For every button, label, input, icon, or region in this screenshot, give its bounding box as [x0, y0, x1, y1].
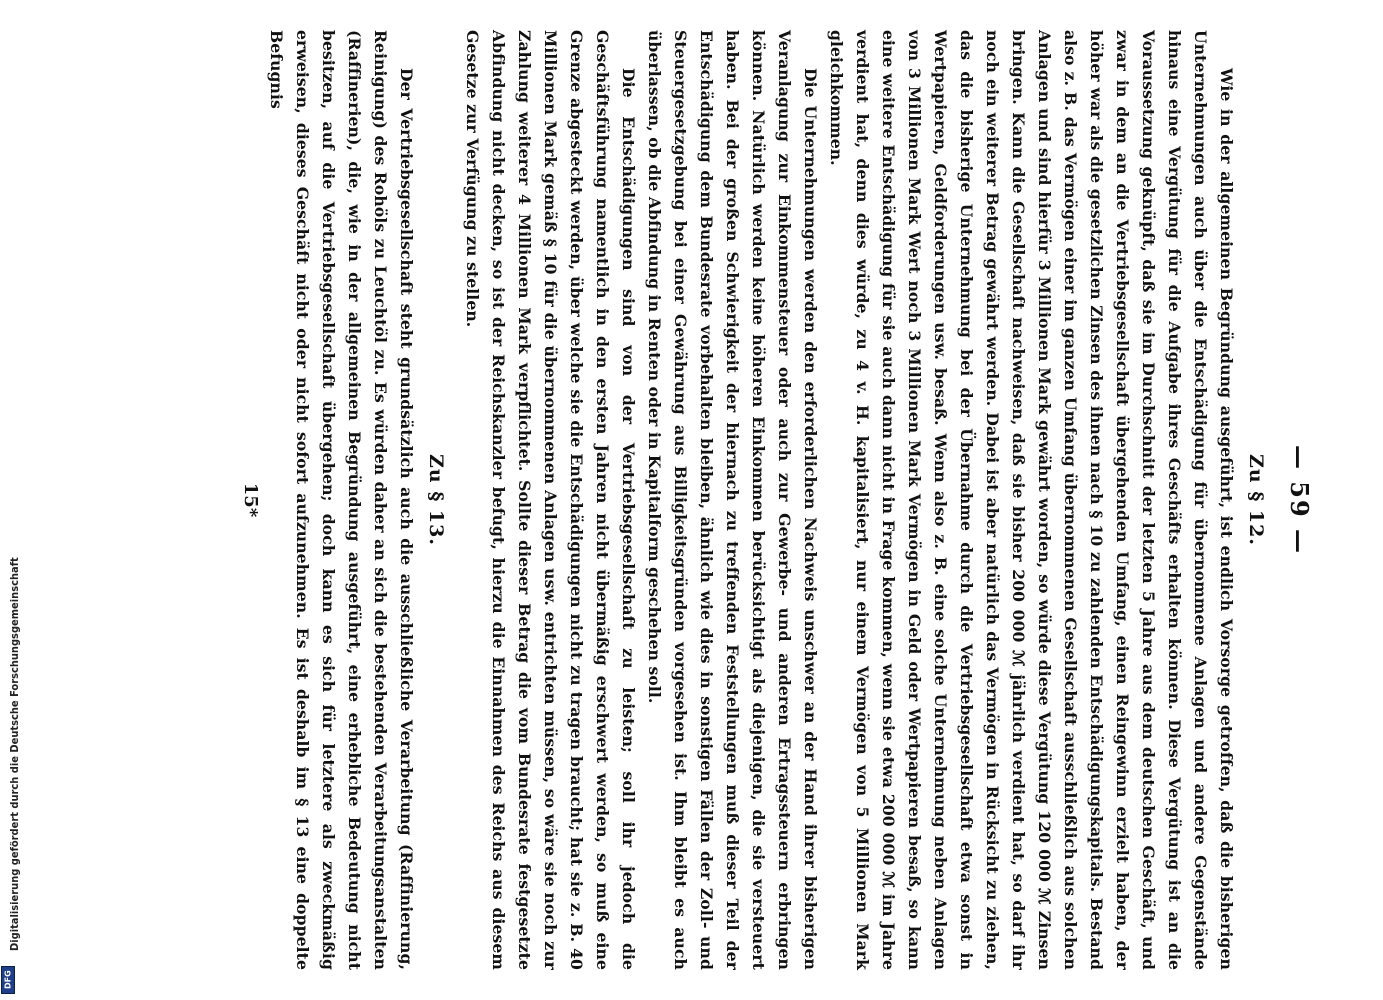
- section-12: [459, 30, 1267, 970]
- section-13: [263, 30, 447, 970]
- dfg-logo: DFG: [1, 966, 15, 994]
- section-13-heading: Zu § 13.: [425, 454, 447, 546]
- digitization-credit-text: Digitalisierung gefördert durch die Deutsche Forschungsgemeinschaft: [8, 557, 21, 951]
- section-12-heading: Zu § 12.: [1245, 454, 1267, 546]
- signature-mark: 15*: [240, 482, 261, 518]
- page-number: — 59 —: [1285, 444, 1314, 556]
- digitization-credit-strip: [0, 0, 21, 1000]
- document-page: [180, 20, 1320, 980]
- section-12-paragraph-3: Die Entschädigungen sind von der Vertriebsgesellschaft zu leisten; soll ihr jedoch die Geschäftsführung namentlich in den ersten Jahren nicht übermäßig erschwert werden, so muß eine Grenze abgesteckt werden, über welche sie die Entschädigungen nicht zu tragen braucht; hat sie z. B. 40 Millionen Mark gemäß § 10 für die übernommenen Anlagen usw. entrichten müssen, so wäre sie noch zur Zahlung weiterer 4 Millionen Mark verpflichtet. Sollte dieser Betrag die vom Bundesrate festgesetzte Abfindung nicht decken, so ist der Reichskanzler befugt, hierzu die Einnahmen des Reichs aus diesem Gesetze zur Verfügung zu stellen.: [463, 30, 638, 970]
- section-12-paragraph-1: Wie in der allgemeinen Begründung ausgeführt, ist endlich Vorsorge getroffen, daß die bisherigen Unternehmungen auch über die Entschädigung für übernommene Anlagen und andere Gegenstände hinaus eine Vergütung für die Aufgabe ihres Geschäfts erhalten können. Diese Vergütung ist an die Voraussetzung geknüpft, daß sie im Durchschnitt der letzten 5 Jahre aus dem deutschen Geschäft, und zwar in dem an die Vertriebsgesellschaft übergehenden Umfang, einen Reingewinn erzielt haben, der höher war als die gesetzlichen Zinsen des ihnen nach § 10 zu zahlenden Entschädigungskapitals. Bestand also z. B. das Vermögen einer im ganzen Umfang übernommenen Gesellschaft ausschließlich aus solchen Anlagen und sind hierfür 3 Millionen Mark gewährt worden, so würde diese Vergütung 120 000 ℳ Zinsen bringen. Kann die Gesellschaft nachweisen, daß sie bisher 200 000 ℳ jährlich verdient hat, so darf ihr noch ein weiterer Betrag gewährt werden. Dabei ist aber natürlich das Vermögen in Rücksicht zu ziehen, das die bisherige Unternehmung bei der Übernahme durch die Vertriebsgesellschaft etwa sonst in Wertpapieren, Geldforderungen usw. besaß. Wenn also z. B. eine solche Unternehmung neben Anlagen von 3 Millionen Mark Wert noch 3 Millionen Mark Vermögen in Geld oder Wertpapieren besaß, so kann eine weitere Entschädigung für sie auch dann nicht in Frage kommen, wenn sie etwa 200 000 ℳ im Jahre verdient hat, denn dies würde, zu 4 v. H. kapitalisiert, nur einem Vermögen von 5 Millionen Mark gleichkommen.: [827, 30, 1236, 970]
- section-13-paragraph-1: Der Vertriebsgesellschaft steht grundsätzlich auch die ausschließliche Verarbeitung (Raffinierung, Reinigung) des Rohöls zu Leuchtöl zu. Es würden daher an sich die bestehenden Verarbeitungsanstalten (Raffinerien), die, wie in der allgemeinen Begründung ausgeführt, eine erhebliche Bedeutung nicht besitzen, auf die Vertriebsgesellschaft übergehen; doch kann es sich für letztere als zweckmäßig erweisen, dieses Geschäft nicht oder nicht sofort aufzunehmen. Es ist deshalb im § 13 eine doppelte Befugnis: [267, 30, 416, 970]
- section-12-paragraph-2: Die Unternehmungen werden den erforderlichen Nachweis unschwer an der Hand ihrer bisherigen Veranlagung zur Einkommensteuer oder auch zur Gewerbe- und anderen Ertragssteuern erbringen können. Natürlich werden keine höheren Einkommen berücksichtigt als diejenigen, die sie versteuert haben. Bei der großen Schwierigkeit der hiernach zu treffenden Feststellungen muß dieser Teil der Entschädigung dem Bundesrate vorbehalten bleiben, ähnlich wie dies in sonstigen Fällen der Zoll- und Steuergesetzgebung bei einer Gewährung aus Billigkeitsgründen vorgesehen ist. Ihm bleibt es auch überlassen, ob die Abfindung in Renten oder in Kapitalform geschehen soll.: [645, 30, 820, 970]
